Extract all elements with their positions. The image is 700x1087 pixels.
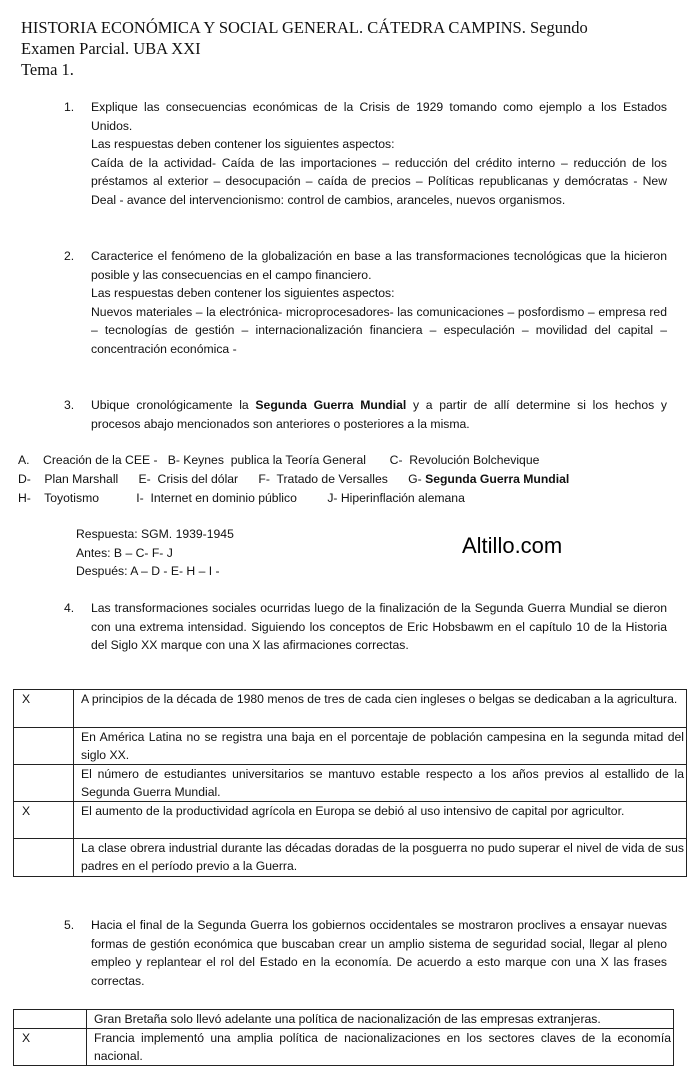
answer-block bbox=[76, 525, 376, 581]
options-line-2: D- Plan Marshall E- Crisis del dólar F- Tratado de Versalles G- Segunda Guerra Mundial bbox=[18, 472, 570, 486]
table-row bbox=[14, 690, 687, 728]
answer-table-q5 bbox=[13, 1009, 674, 1066]
exam-theme: Tema 1. bbox=[21, 60, 74, 79]
checkbox-cell[interactable] bbox=[14, 1010, 87, 1029]
table-row bbox=[14, 1029, 674, 1066]
exam-title-line-1: HISTORIA ECONÓMICA Y SOCIAL GENERAL. CÁTEDRA CAMPINS. Segundo bbox=[21, 18, 588, 37]
question-text: Hacia el final de la Segunda Guerra los gobiernos occidentales se mostraron proclives a ensayar nuevas formas de gestión económica que buscaban crear un amplio sistema de seguridad social, llegar al pleno empleo y replantear el rol del Estado en la economía. De acuerdo a esto marque con una X las frases correctas. bbox=[91, 918, 667, 988]
watermark: Altillo.com bbox=[462, 533, 563, 558]
checkbox-cell[interactable]: X bbox=[14, 1029, 87, 1066]
question-text: Ubique cronológicamente la Segunda Guerra Mundial y a partir de allí determine si los hechos y procesos abajo mencionados son anteriores o posteriores a la misma. bbox=[91, 398, 668, 431]
question-text: Explique las consecuencias económicas de la Crisis de 1929 tomando como ejemplo a los Estados Unidos. bbox=[91, 100, 667, 133]
question-number: 3. bbox=[64, 398, 75, 412]
table-row bbox=[14, 802, 687, 839]
checkbox-cell[interactable]: X bbox=[14, 802, 74, 839]
answer-aspects: Nuevos materiales – la electrónica- microprocesadores- las comunicaciones – posfordismo – empresa red – tecnologías de gestión – internacionalización financiera – especulación – movilidad del capital – concentración económica - bbox=[91, 304, 667, 356]
statement-cell: Gran Bretaña solo llevó adelante una política de nacionalización de las empresas extranjeras. bbox=[87, 1010, 674, 1029]
options-line-3: H- Toyotismo I- Internet en dominio público J- Hiperinflación alemana bbox=[18, 491, 465, 505]
answer-aspects: Caída de la actividad- Caída de las importaciones – reducción del crédito interno – reducción de los préstamos al exterior – desocupación – caída de precios – Políticas republicanas y demócratas - New Deal - avance del intervencionismo: control de cambios, aranceles, nuevos organismos. bbox=[91, 155, 667, 207]
table-row bbox=[14, 839, 687, 877]
checkbox-cell[interactable]: X bbox=[14, 690, 74, 728]
statement-cell: El aumento de la productividad agrícola en Europa se debió al uso intensivo de capital por agricultor. bbox=[74, 802, 687, 839]
options-line-1: A. Creación de la CEE - B- Keynes publica la Teoría General C- Revolución Bolchevique bbox=[18, 453, 540, 467]
question-2 bbox=[64, 247, 667, 359]
question-5 bbox=[64, 916, 667, 990]
checkbox-cell[interactable] bbox=[14, 728, 74, 765]
checkbox-cell[interactable] bbox=[14, 839, 74, 877]
question-text: Caracterice el fenómeno de la globalización en base a las transformaciones tecnológicas que la hicieron posible y las consecuencias en el campo financiero. bbox=[91, 249, 667, 282]
answer-intro: Las respuestas deben contener los siguientes aspectos: bbox=[91, 137, 395, 152]
answer-line-1: Respuesta: SGM. 1939-1945 bbox=[76, 527, 234, 541]
answer-line-2: Antes: B – C- F- J bbox=[76, 545, 173, 560]
statement-cell: El número de estudiantes universitarios se mantuvo estable respecto a los años previos al estallido de la Segunda Guerra Mundial. bbox=[74, 765, 687, 802]
question-number: 2. bbox=[64, 249, 75, 263]
answer-line-3: Después: A – D - E- H – I - bbox=[76, 564, 220, 579]
answer-intro: Las respuestas deben contener los siguientes aspectos: bbox=[91, 286, 395, 301]
table-row bbox=[14, 765, 687, 802]
checkbox-cell[interactable] bbox=[14, 765, 74, 802]
statement-cell: En América Latina no se registra una baja en el porcentaje de población campesina en la segunda mitad del siglo XX. bbox=[74, 728, 687, 765]
question-4 bbox=[64, 599, 667, 655]
statement-cell: La clase obrera industrial durante las décadas doradas de la posguerra no pudo superar el nivel de vida de sus padres en el período previo a la Guerra. bbox=[74, 839, 687, 877]
question-number: 5. bbox=[64, 918, 75, 932]
statement-cell: A principios de la década de 1980 menos de tres de cada cien ingleses o belgas se dedicaban a la agricultura. bbox=[74, 690, 687, 728]
question-text: Las transformaciones sociales ocurridas luego de la finalización de la Segunda Guerra Mundial se dieron con una extrema intensidad. Siguiendo los conceptos de Eric Hobsbawm en el capítulo 10 de la Historia del Siglo XX marque con una X las afirmaciones correctas. bbox=[91, 601, 667, 653]
table-row bbox=[14, 728, 687, 765]
answer-table-q4 bbox=[13, 689, 687, 877]
table-row bbox=[14, 1010, 674, 1029]
statement-cell: Francia implementó una amplia política de nacionalizaciones en los sectores claves de la economía nacional. bbox=[87, 1029, 674, 1066]
exam-header bbox=[21, 17, 671, 80]
question-1 bbox=[64, 98, 667, 210]
question-number: 1. bbox=[64, 100, 75, 114]
exam-title-line-2: Examen Parcial. UBA XXI bbox=[21, 39, 201, 58]
question-number: 4. bbox=[64, 601, 75, 615]
question-3 bbox=[64, 396, 667, 433]
